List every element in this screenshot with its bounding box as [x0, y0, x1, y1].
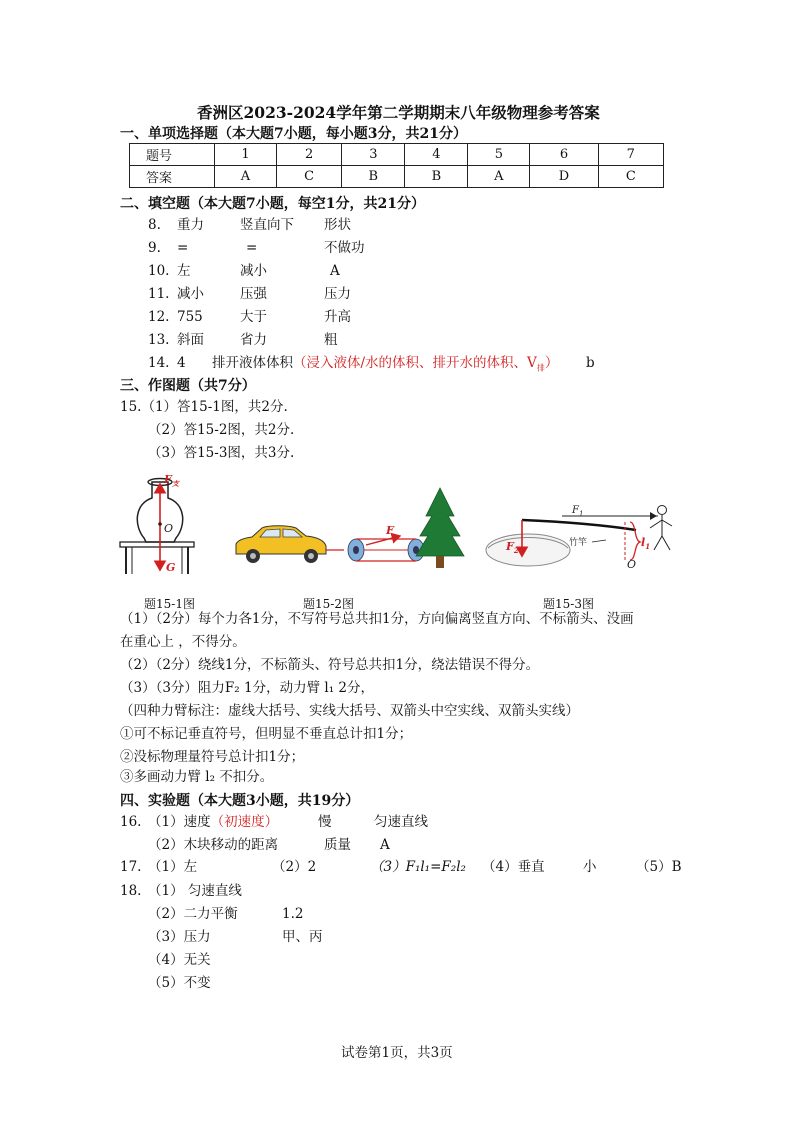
- q15-part2: （2）答15-2图，共2分.: [148, 422, 295, 438]
- figure-15-3: [486, 505, 672, 571]
- label-f-support: $F_支$: [164, 473, 179, 488]
- q15-part1: 15.（1）答15-1图，共2分.: [120, 399, 288, 415]
- answer-cell: A: [215, 166, 277, 188]
- label-l1: $l_1$: [641, 536, 651, 551]
- row-label-answer: 答案: [130, 166, 215, 188]
- question-number: 5: [468, 144, 530, 166]
- answer-alternative: （初速度）: [210, 814, 279, 830]
- answer-cell: B: [342, 166, 405, 188]
- answer-table: [129, 143, 664, 188]
- page-title: 香洲区2023-2024学年第二学期期末八年级物理参考答案: [197, 103, 600, 122]
- question-number: 1: [215, 144, 277, 166]
- label-f1: $F_1$: [572, 505, 584, 518]
- label-f2: $F_2$: [506, 540, 519, 555]
- answer-cell: D: [530, 166, 598, 188]
- answer-cell: C: [598, 166, 663, 188]
- answer-cell: B: [405, 166, 468, 188]
- note-5: （四种力臂标注：虚线大括号、实线大括号、双箭头中空实线、双箭头实线）: [120, 703, 579, 719]
- note-1: （1）（2分）每个力各1分，不写符号总共扣1分，方向偏离竖直方向、不标箭头、没画: [120, 611, 634, 627]
- question-number: 6: [530, 144, 598, 166]
- note-6: ①可不标记垂直符号，但明显不垂直总计扣1分；: [120, 726, 413, 742]
- question-number: 2: [276, 144, 341, 166]
- answer-cell: A: [468, 166, 530, 188]
- figures-area: [110, 470, 690, 582]
- caption-15-2: 题15-2图: [303, 597, 354, 611]
- question-number: 7: [598, 144, 663, 166]
- note-2: 在重心上 ，不得分。: [120, 634, 246, 650]
- figure-15-2: [236, 488, 464, 568]
- note-8: ③多画动力臂 l₂ 不扣分。: [120, 769, 274, 785]
- caption-15-3: 题15-3图: [543, 597, 594, 611]
- section-4-heading: 四、实验题（本大题3小题，共19分）: [120, 793, 360, 809]
- note-3: （2）（2分）绕线1分，不标箭头、符号总共扣1分，绕法错误不得分。: [120, 657, 540, 673]
- label-o2: O: [627, 558, 637, 571]
- answer-main: 排开液体体积: [212, 355, 293, 371]
- row-label-question: 题号: [130, 144, 215, 166]
- label-pole: 竹竿: [569, 538, 588, 548]
- q15-part3: （3）答15-3图，共3分.: [148, 445, 295, 461]
- question-number: 3: [342, 144, 405, 166]
- label-g: G: [166, 561, 176, 574]
- table-row-questions: [130, 144, 664, 166]
- section-2-heading: 二、填空题（本大题7小题，每空1分，共21分）: [120, 196, 425, 212]
- page-footer: 试卷第1页，共3页: [341, 1045, 453, 1061]
- label-f: F: [386, 524, 394, 537]
- table-row-answers: [130, 166, 664, 188]
- section-1-heading: 一、单项选择题（本大题7小题，每小题3分，共21分）: [120, 126, 467, 142]
- caption-15-1: 题15-1图: [144, 597, 195, 611]
- section-3-heading: 三、作图题（共7分）: [120, 378, 256, 394]
- label-o: O: [164, 522, 174, 535]
- figure-15-1: [120, 473, 194, 574]
- answer-cell: C: [276, 166, 341, 188]
- note-7: ②没标物理量符号总计扣1分；: [120, 749, 305, 765]
- question-number: 4: [405, 144, 468, 166]
- note-4: （3）（3分）阻力F₂ 1分，动力臂 l₁ 2分，: [120, 680, 374, 696]
- answer-alternative: （浸入液体/水的体积、排开水的体积、$V_排$）: [293, 355, 559, 373]
